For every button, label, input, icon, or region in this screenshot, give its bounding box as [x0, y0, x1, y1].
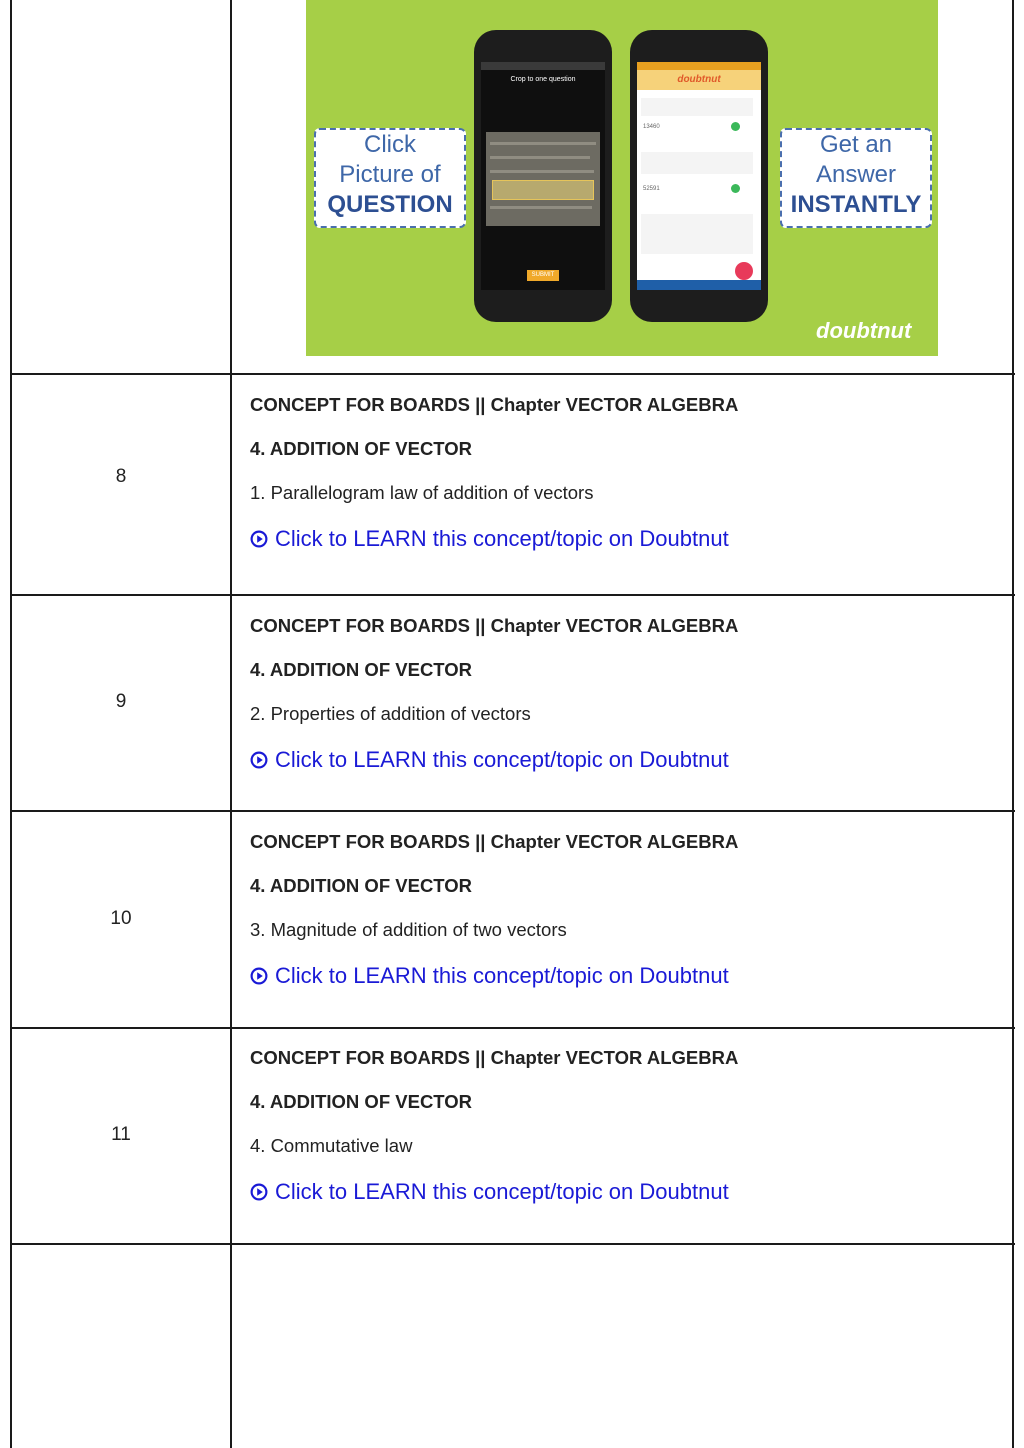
- submit-button[interactable]: SUBMIT: [527, 270, 559, 281]
- topic-text: 2. Properties of addition of vectors: [250, 703, 531, 724]
- answer-count-2: 52591: [643, 186, 660, 192]
- row-divider: [10, 373, 1015, 375]
- learn-link-text: Click to LEARN this concept/topic on Doubtnut: [275, 526, 729, 551]
- right-phone: [630, 30, 768, 322]
- row-content: [250, 604, 990, 784]
- learn-link-text: Click to LEARN this concept/topic on Doubtnut: [275, 963, 729, 988]
- learn-link[interactable]: [250, 1168, 990, 1216]
- play-circle-icon: [250, 751, 268, 769]
- selected-question: [492, 180, 594, 200]
- learn-link[interactable]: [250, 736, 990, 784]
- left-callout: [314, 128, 466, 228]
- learn-link[interactable]: [250, 515, 990, 563]
- learn-link[interactable]: [250, 952, 990, 1000]
- left-phone: [474, 30, 612, 322]
- row-number: 9: [115, 691, 127, 712]
- left-callout-line2: Picture of: [339, 161, 441, 188]
- row-number: 11: [111, 1124, 131, 1145]
- chapter-title: CONCEPT FOR BOARDS || Chapter VECTOR ALGEBRA: [250, 615, 739, 636]
- row-divider: [10, 810, 1015, 812]
- row-divider: [10, 1027, 1015, 1029]
- right-callout-line1: Get an: [819, 131, 893, 158]
- topic-text: 1. Parallelogram law of addition of vectors: [250, 482, 594, 503]
- play-circle-icon: [250, 530, 268, 548]
- section-title: 4. ADDITION OF VECTOR: [250, 875, 473, 896]
- answer-count-1: 13460: [643, 124, 660, 130]
- left-callout-line3: QUESTION: [327, 191, 453, 218]
- topic-text: 4. Commutative law: [250, 1135, 413, 1156]
- section-title: 4. ADDITION OF VECTOR: [250, 659, 473, 680]
- left-phone-screen: [481, 62, 605, 290]
- row-content: [250, 820, 990, 1000]
- topic-text: 3. Magnitude of addition of two vectors: [250, 919, 567, 940]
- chapter-title: CONCEPT FOR BOARDS || Chapter VECTOR ALGEBRA: [250, 831, 739, 852]
- right-callout: [780, 128, 932, 228]
- doubtnut-logo: doubtnut: [816, 318, 912, 343]
- row-content: [250, 383, 990, 563]
- section-title: 4. ADDITION OF VECTOR: [250, 1091, 473, 1112]
- doubtnut-promo-banner[interactable]: [306, 0, 938, 356]
- chapter-title: CONCEPT FOR BOARDS || Chapter VECTOR ALGEBRA: [250, 1047, 739, 1068]
- right-phone-screen: [637, 62, 761, 290]
- play-circle-icon: [250, 1183, 268, 1201]
- row-divider: [10, 594, 1015, 596]
- left-callout-line1: Click: [364, 131, 416, 158]
- crop-header: Crop to one question: [510, 76, 576, 83]
- learn-link-text: Click to LEARN this concept/topic on Doubtnut: [275, 747, 729, 772]
- table-border-right: [1012, 0, 1014, 1448]
- app-header: doubtnut: [637, 70, 761, 90]
- row-number: 10: [110, 908, 132, 929]
- right-callout-line3: INSTANTLY: [790, 191, 922, 218]
- table-column-divider: [230, 0, 232, 1448]
- play-circle-icon: [250, 967, 268, 985]
- learn-link-text: Click to LEARN this concept/topic on Doubtnut: [275, 1179, 729, 1204]
- row-content: [250, 1036, 990, 1216]
- question-photo: [486, 132, 600, 226]
- row-number: 8: [115, 466, 127, 487]
- right-callout-line2: Answer: [815, 161, 897, 188]
- table-border-left: [10, 0, 12, 1448]
- section-title: 4. ADDITION OF VECTOR: [250, 438, 473, 459]
- status-bar: [637, 62, 761, 70]
- row-divider: [10, 1243, 1015, 1245]
- status-bar: [481, 62, 605, 70]
- chapter-title: CONCEPT FOR BOARDS || Chapter VECTOR ALGEBRA: [250, 394, 739, 415]
